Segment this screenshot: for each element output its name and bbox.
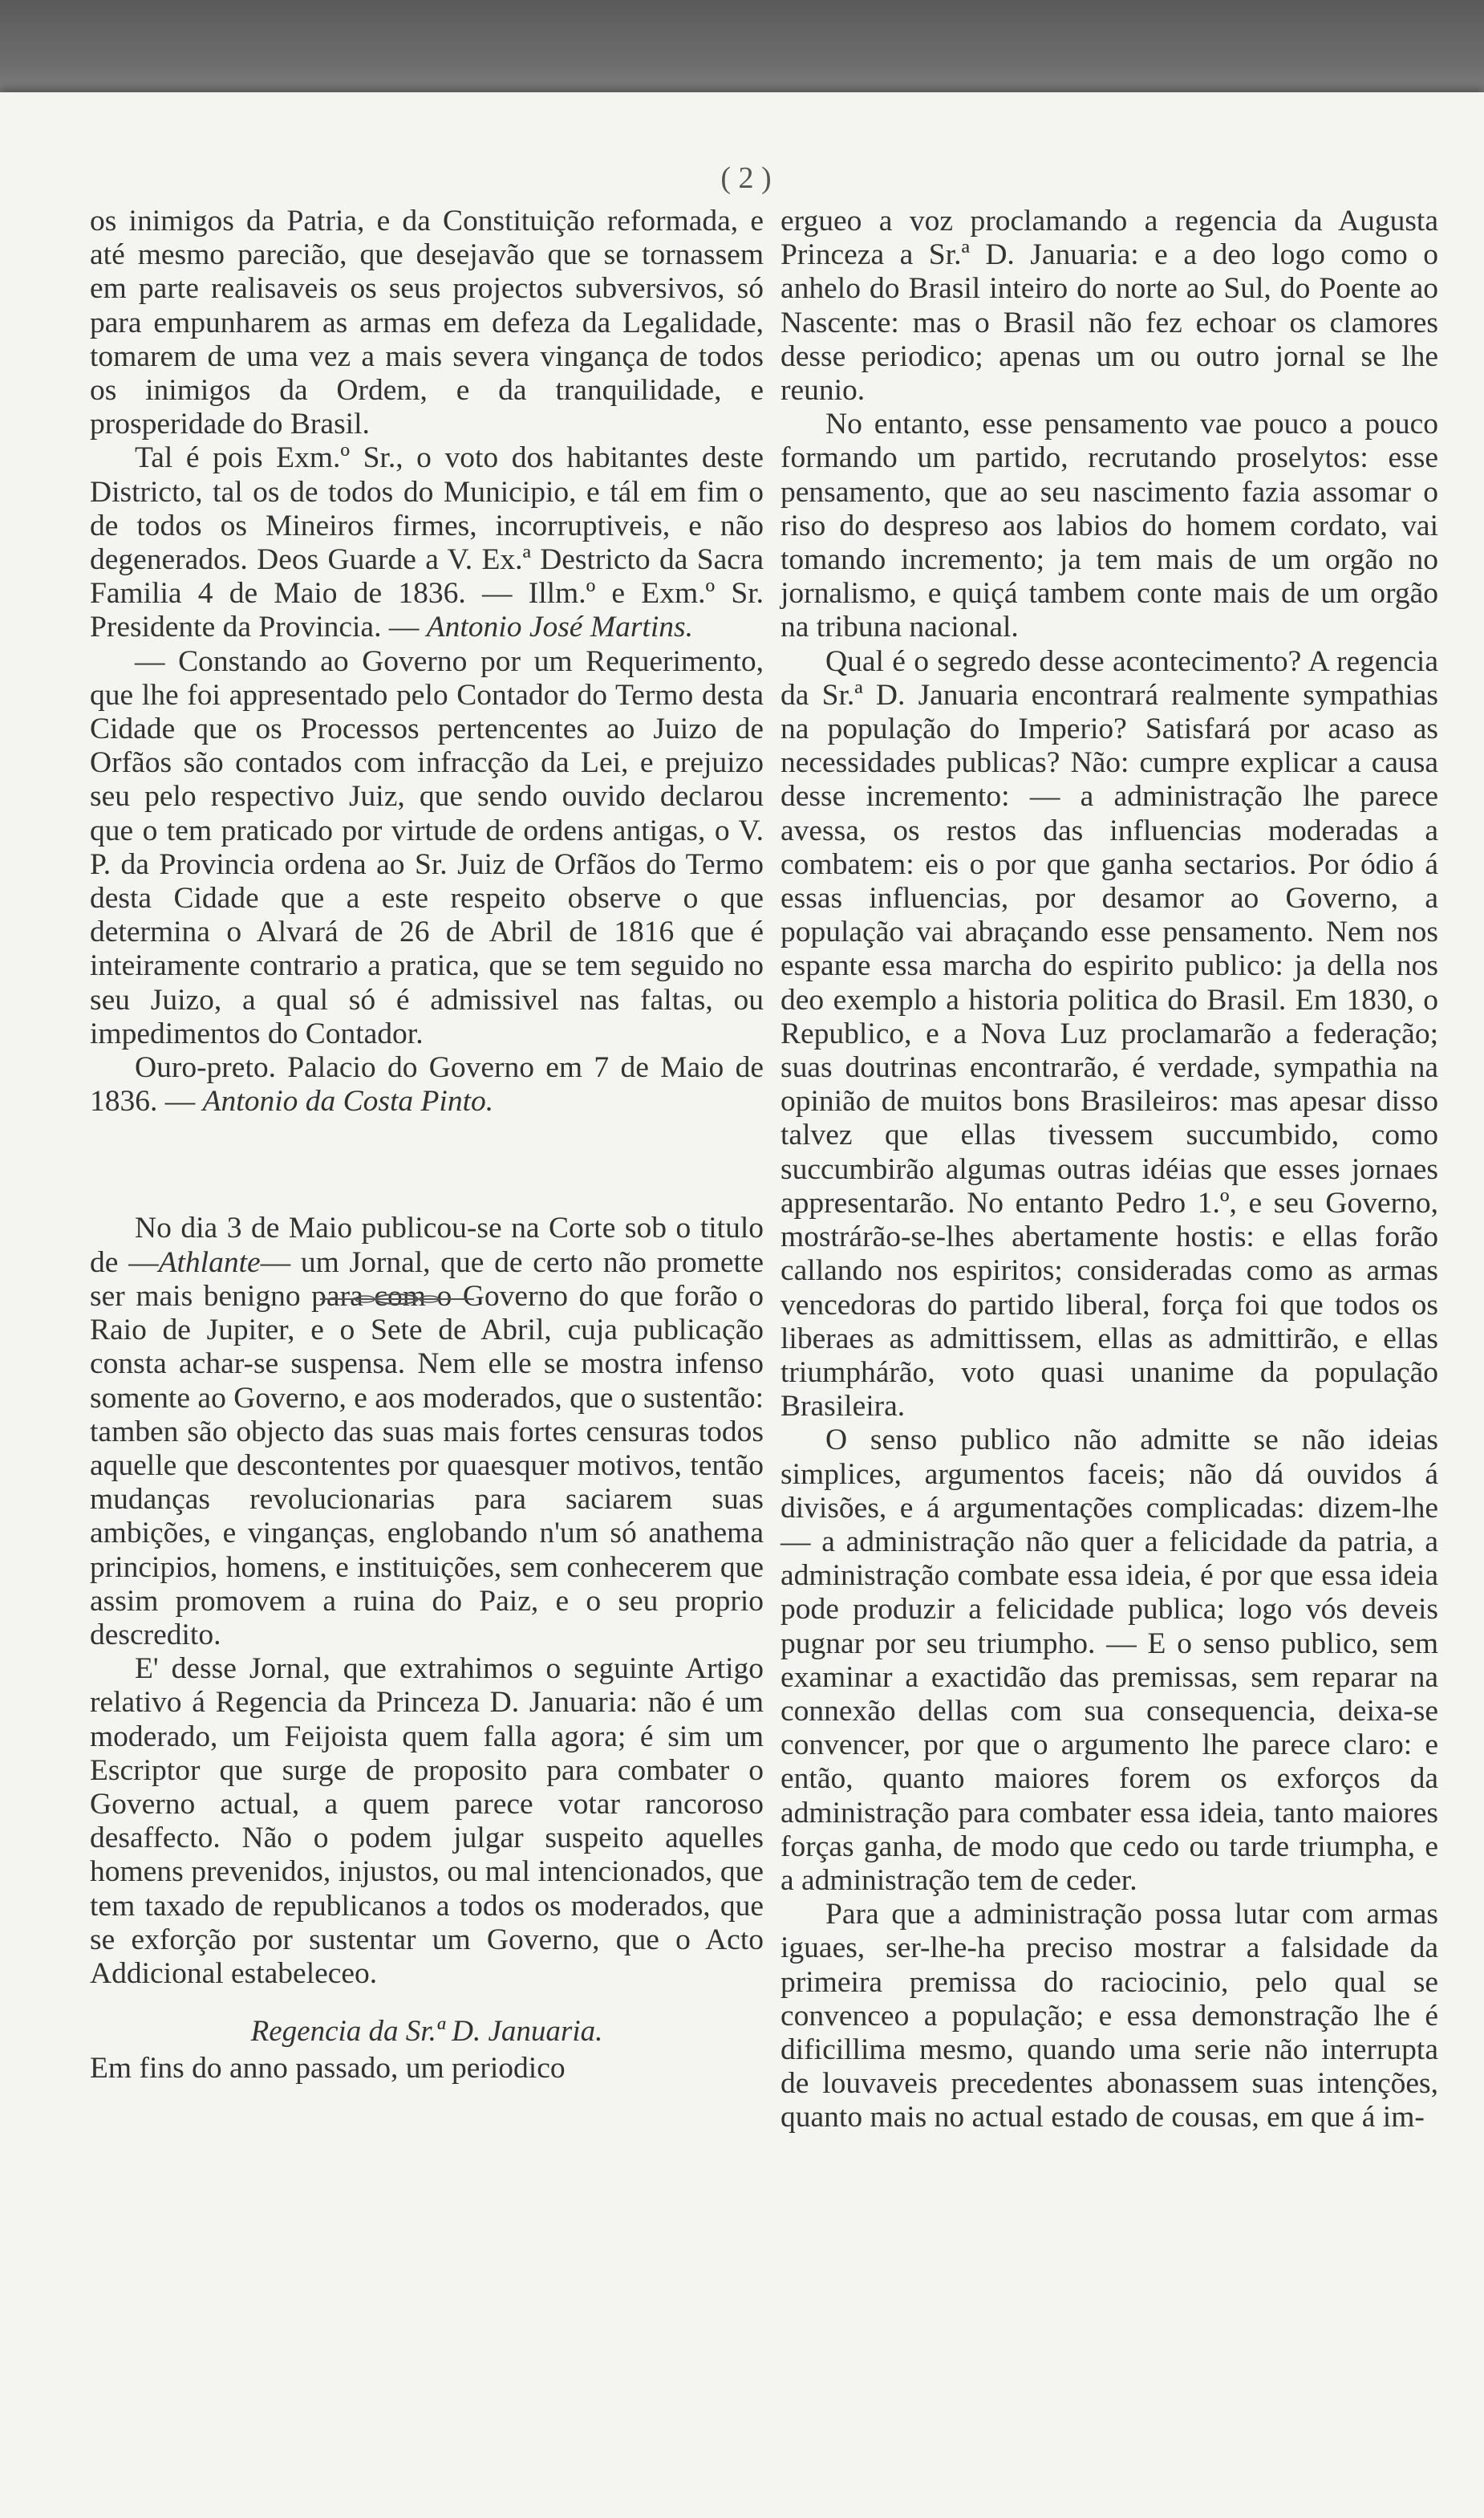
left-paragraph-5-text-b: — um Jornal, que de certo não promette ser mais benigno para com o Governo do que forão o Raio de Jupiter, e o Sete de Abril, cuja publicação consta achar-se suspensa. Nem elle se mostra infenso somente ao Governo, e aos moderados, que o sustentão: tamben são objecto das suas mais fortes censuras todos aquelle que descontentes por quaesquer motivos, tentão mudanças revolucionarias para saciarem suas ambições, e vinganças, englobando n'um só anathema principios, homens, e instituições, sem conhecerem que assim promovem a ruina do Paiz, e o seu proprio descredito. xyxy=(90,1245,764,1651)
section-gap xyxy=(90,1119,764,1165)
left-paragraph-4-text: Ouro-preto. Palacio do Governo em 7 de Maio de 1836. — xyxy=(90,1051,764,1119)
left-paragraph-2-text: Tal é pois Exm.º Sr., o voto dos habitantes deste Districto, tal os de todos do Municipio, e tál em fim o de todos os Mineiros firmes, incorruptiveis, e não degenerados. Deos Guarde a V. Ex.ª Destricto da Sacra Familia 4 de Maio de 1836. — Illm.º e Exm.º Sr. Presidente da Provincia. — xyxy=(90,441,764,644)
left-paragraph-3: — Constando ao Governo por um Requerimento, que lhe foi appresentado pelo Contador do Termo desta Cidade que os Processos pertencentes ao Juizo de Orfãos são contados com infracção da Lei, e prejuizo seu pelo respectivo Juiz, que sendo ouvido declarou que o tem praticado por virtude de ordens antigas, o V. P. da Provincia ordena ao Sr. Juiz de Orfãos do Termo desta Cidade que a este respeito observe o que determina o Alvará de 26 de Abril de 1816 que é inteiramente contrario a pratica, que se tem seguido no seu Juizo, a qual só é admissivel nas faltas, ou impedimentos do Contador. xyxy=(90,644,764,1050)
left-paragraph-5 xyxy=(90,1212,764,1652)
left-column xyxy=(90,205,764,2086)
right-paragraph-4: O senso publico não admitte se não ideias simplices, argumentos faceis; não dá ouvidos á divisões, e á argumentações complicadas: dizem-lhe — a administração não quer a felicidade da patria, a administração combate essa ideia, é por que essa ideia pode produzir a felicidade publica; logo vós deveis pugnar por seu triumpho. — E o senso publico, sem examinar a exactidão das premissas, sem reparar na connexão dellas com sua consequencia, deixa-se convencer, por que o argumento lhe parece claro: e então, quanto maiores forem os exforços da administração para combater essa ideia, tanto maiores forças ganha, de modo que cedo ou tarde triumpha, e a administração tem de ceder. xyxy=(781,1423,1438,1897)
right-paragraph-2: No entanto, esse pensamento vae pouco a pouco formando um partido, recrutando proselytos: esse pensamento, que ao seu nascimento fazia assomar o riso do despreso aos labios do homem cordato, vai tomando incremento; ja tem mais de um orgão no jornalismo, e quiçá tambem conte mais de um orgão na tribuna nacional. xyxy=(781,408,1438,644)
left-paragraph-5-text-a: No dia 3 de Maio publicou-se na Corte sob o titulo de — xyxy=(90,1212,764,1279)
left-paragraph-1: os inimigos da Patria, e da Constituição reformada, e até mesmo parecião, que desejavão que se tornassem em parte realisaveis os seus projectos subversivos, só para empunharem as armas em defeza da Legalidade, tomarem de uma vez a mais severa vingança de todos os inimigos da Ordem, e da tranquilidade, e prosperidade do Brasil. xyxy=(90,205,764,441)
ornamental-separator xyxy=(317,1292,477,1306)
section-gap-2 xyxy=(90,1165,764,1212)
signature-antonio-da-costa-pinto: Antonio da Costa Pinto. xyxy=(202,1085,494,1119)
left-paragraph-4 xyxy=(90,1051,764,1119)
left-paragraph-7: Em fins do anno passado, um periodico xyxy=(90,2052,566,2085)
journal-title-athlante: Athlante xyxy=(158,1245,261,1279)
left-paragraph-2 xyxy=(90,441,764,644)
left-paragraph-6: E' desse Jornal, que extrahimos o seguinte Artigo relativo á Regencia da Princeza D. Januaria: não é um moderado, um Feijoista quem falla agora; é sim um Escriptor que surge de proposito para combater o Governo actual, a quem parece votar rancoroso desaffecto. Não o podem julgar suspeito aquelles homens prevenidos, injustos, ou mal intencionados, que tem taxado de republicanos a todos os moderados, que se exforção por sustentar um Governo, que o Acto Addicional estabeleceo. xyxy=(90,1652,764,1990)
article-heading: Regencia da Sr.ª D. Januaria. xyxy=(250,2015,603,2049)
right-column xyxy=(781,205,1438,2135)
signature-antonio-jose-martins: Antonio José Martins. xyxy=(426,611,693,644)
right-paragraph-5: Para que a administração possa lutar com armas iguaes, ser-lhe-ha preciso mostrar a falsidade da primeira premissa do raciocinio, pelo qual se convenceo a população; e essa demonstração lhe é dificillima mesmo, quando uma serie não interrupta de louvaveis precedentes abonassem suas intenções, quanto mais no actual estado de cousas, em que á im- xyxy=(781,1898,1438,2134)
right-paragraph-1: ergueo a voz proclamando a regencia da Augusta Princeza a Sr.ª D. Januaria: e a deo logo como o anhelo do Brasil inteiro do norte ao Sul, do Poente ao Nascente: mas o Brasil não fez echoar os clamores desse periodico; apenas um ou outro jornal se lhe reunio. xyxy=(781,205,1438,408)
page-number: ( 2 ) xyxy=(720,161,772,195)
right-paragraph-3: Qual é o segredo desse acontecimento? A regencia da Sr.ª D. Januaria encontrará realmente sympathias na população do Imperio? Satisfará por acaso as necessidades publicas? Não: cumpre explicar a causa desse incremento: — a administração lhe parece avessa, os restos das influencias moderadas a combatem: eis o por que ganha sectarios. Por ódio á essas influencias, por desamor ao Governo, a população vai abraçando esse pensamento. Nem nos espante essa marcha do espirito publico: ja della nos deo exemplo a historia politica do Brasil. Em 1830, o Republico, e a Nova Luz proclamarão a federação; suas doutrinas encontrarão, é verdade, sympathia na opinião de muitos bons Brasileiros: mas apesar disso talvez que ellas tivessem succumbido, como succumbirão algumas outras idéias que esses jornaes appresentarão. No entanto Pedro 1.º, e seu Governo, mostrárão-se-lhes abertamente hostis: e ellas forão callando nos espiritos; consideradas como as armas vencedoras do partido liberal, força foi que todos os liberaes as admittissem, ellas as admittirão, e ellas triumphárão, voto quasi unanime da população Brasileira. xyxy=(781,644,1438,1423)
